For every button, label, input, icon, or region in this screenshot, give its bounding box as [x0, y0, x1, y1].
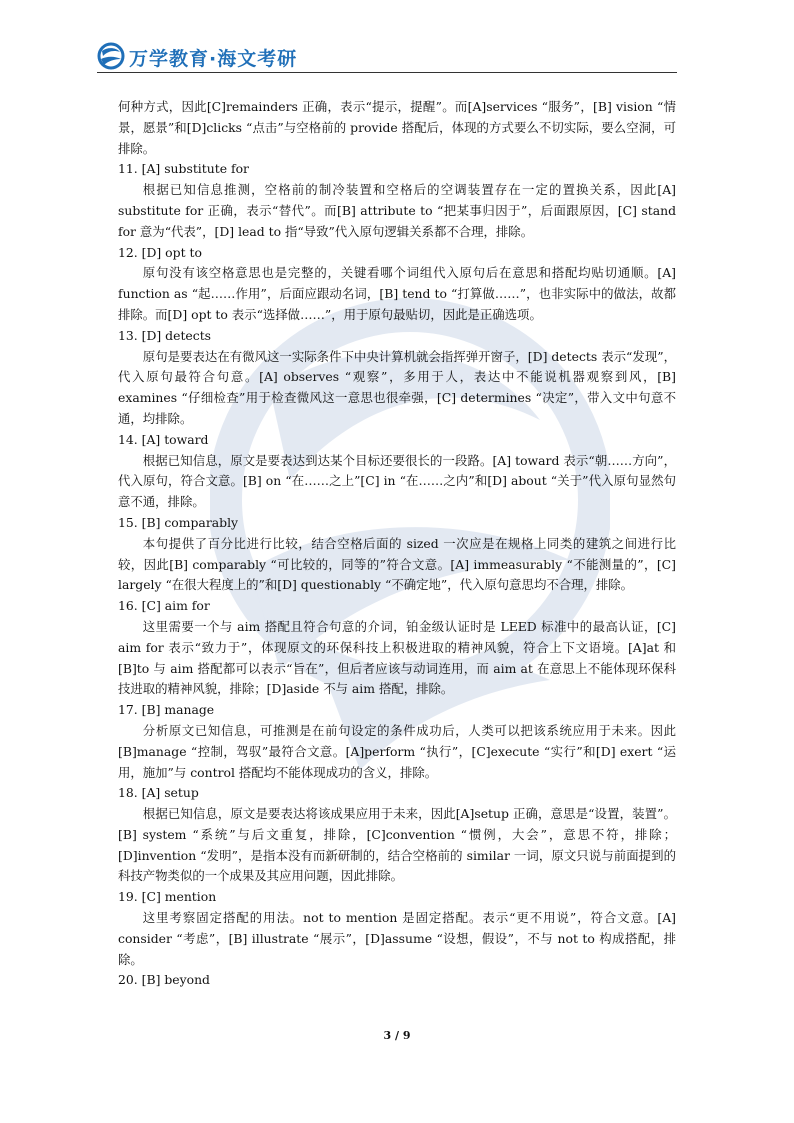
explanation-paragraph: 原句没有该空格意思也是完整的，关键看哪个词组代入原句后在意思和搭配均贴切通顺。[A] function as “起……作用”，后面应跟动名词，[B] tend to “打算做……”，也非实际中的做法，故都排除。而[D] opt to 表示“选择做……”，用于原句最贴切，因此是正确选项。 [118, 265, 676, 322]
explanation-paragraph: 根据已知信息推测，空格前的制冷装置和空格后的空调装置存在一定的置换关系，因此[A] substitute for 正确，表示“替代”。而[B] attribute to “把某事归因于”，后面跟原因，[C] stand for 意为“代表”，[D] lead to 指“导致”代入原句逻辑关系都不合理，排除。 [118, 182, 676, 239]
answer-heading: 16. [C] aim for [118, 598, 210, 614]
page-number: 3 / 9 [383, 1029, 411, 1042]
explanation-paragraph: 本句提供了百分比进行比较，结合空格后面的 sized 一次应是在规格上同类的建筑之间进行比较，因此[B] comparably “可比较的，同等的”符合文意。[A] immeasurably “不能测量的”，[C] largely “在很大程度上的”和[D] questionably “不确定地”，代入原句意思均不合理，排除。 [118, 535, 676, 593]
explanation-paragraph: 根据已知信息，原文是要表达到达某个目标还要很长的一段路。[A] toward 表示“朝……方向”，代入原句，符合文意。[B] on “在……之上”[C] in “在……之内”和[D] about “关于”代入原句显然句意不通，排除。 [118, 452, 676, 510]
explanation-paragraph: 原句是要表达在有微风这一实际条件下中央计算机就会指挥弹开窗子，[D] detects 表示“发现”，代入原句最符合句意。[A] observes “观察”，多用于人，表达中不能说机器观察到风，[B] examines “仔细检查”用于检查微风这一意思也很牵强，[C] determines “决定”，带入文中句意不通，均排除。 [118, 348, 676, 426]
explanation-paragraph: 根据已知信息，原文是要表达将该成果应用于未来，因此[A]setup 正确，意思是“设置，装置”。[B] system “系统”与后文重复，排除，[C]convention “惯例，大会”，意思不符，排除；[D]invention “发明”，是指本没有而新研制的，结合空格前的 similar 一词，原文只说与前面提到的科技产物类似的一个成果及其应用问题，因此排除。 [118, 806, 676, 884]
answer-heading: 19. [C] mention [118, 889, 217, 905]
answer-heading: 12. [D] opt to [118, 244, 202, 260]
brand-name: 万学教育·海文考研 [129, 48, 298, 70]
answer-heading: 20. [B] beyond [118, 972, 210, 988]
paragraph-continuation: 何种方式，因此[C]remainders 正确，表示“提示，提醒”。而[A]services “服务”，[B] vision “情景，愿景”和[D]clicks “点击”与空格前的 provide 搭配后，体现的方式要么不切实际，要么空洞，可排除。 [118, 99, 676, 156]
header-divider [97, 72, 677, 73]
answer-heading: 13. [D] detects [118, 327, 212, 343]
explanation-paragraph: 这里考察固定搭配的用法。not to mention 是固定搭配。表示“更不用说”，符合文意。[A] consider “考虑”，[B] illustrate “展示”，[D]assume “设想，假设”，不与 not to 构成搭配，排除。 [118, 910, 676, 967]
document-body [118, 97, 676, 991]
answer-heading: 18. [A] setup [118, 785, 199, 801]
answer-heading: 11. [A] substitute for [118, 161, 249, 177]
answer-heading: 15. [B] comparably [118, 514, 239, 530]
explanation-paragraph: 这里需要一个与 aim 搭配且符合句意的介词，铂金级认证时是 LEED 标准中的最高认证，[C] aim for 表示“致力于”，体现原文的环保科技上积极进取的精神风貌，符合上下文语境。[A]at 和[B]to 与 aim 搭配都可以表示“旨在”，但后者应该与动词连用，而 aim at 在意思上不能体现环保科技进取的精神风貌，排除；[D]aside 不与 aim 搭配，排除。 [118, 618, 676, 697]
globe-logo-icon [97, 42, 125, 70]
answer-heading: 17. [B] manage [118, 702, 215, 718]
explanation-paragraph: 分析原文已知信息，可推测是在前句设定的条件成功后，人类可以把该系统应用于未来。因此[B]manage “控制，驾驭”最符合文意。[A]perform “执行”，[C]execute “实行”和[D] exert “运用，施加”与 control 搭配均不能体现成功的含义，排除。 [118, 722, 676, 780]
page-header [97, 42, 677, 74]
answer-heading: 14. [A] toward [118, 431, 209, 447]
